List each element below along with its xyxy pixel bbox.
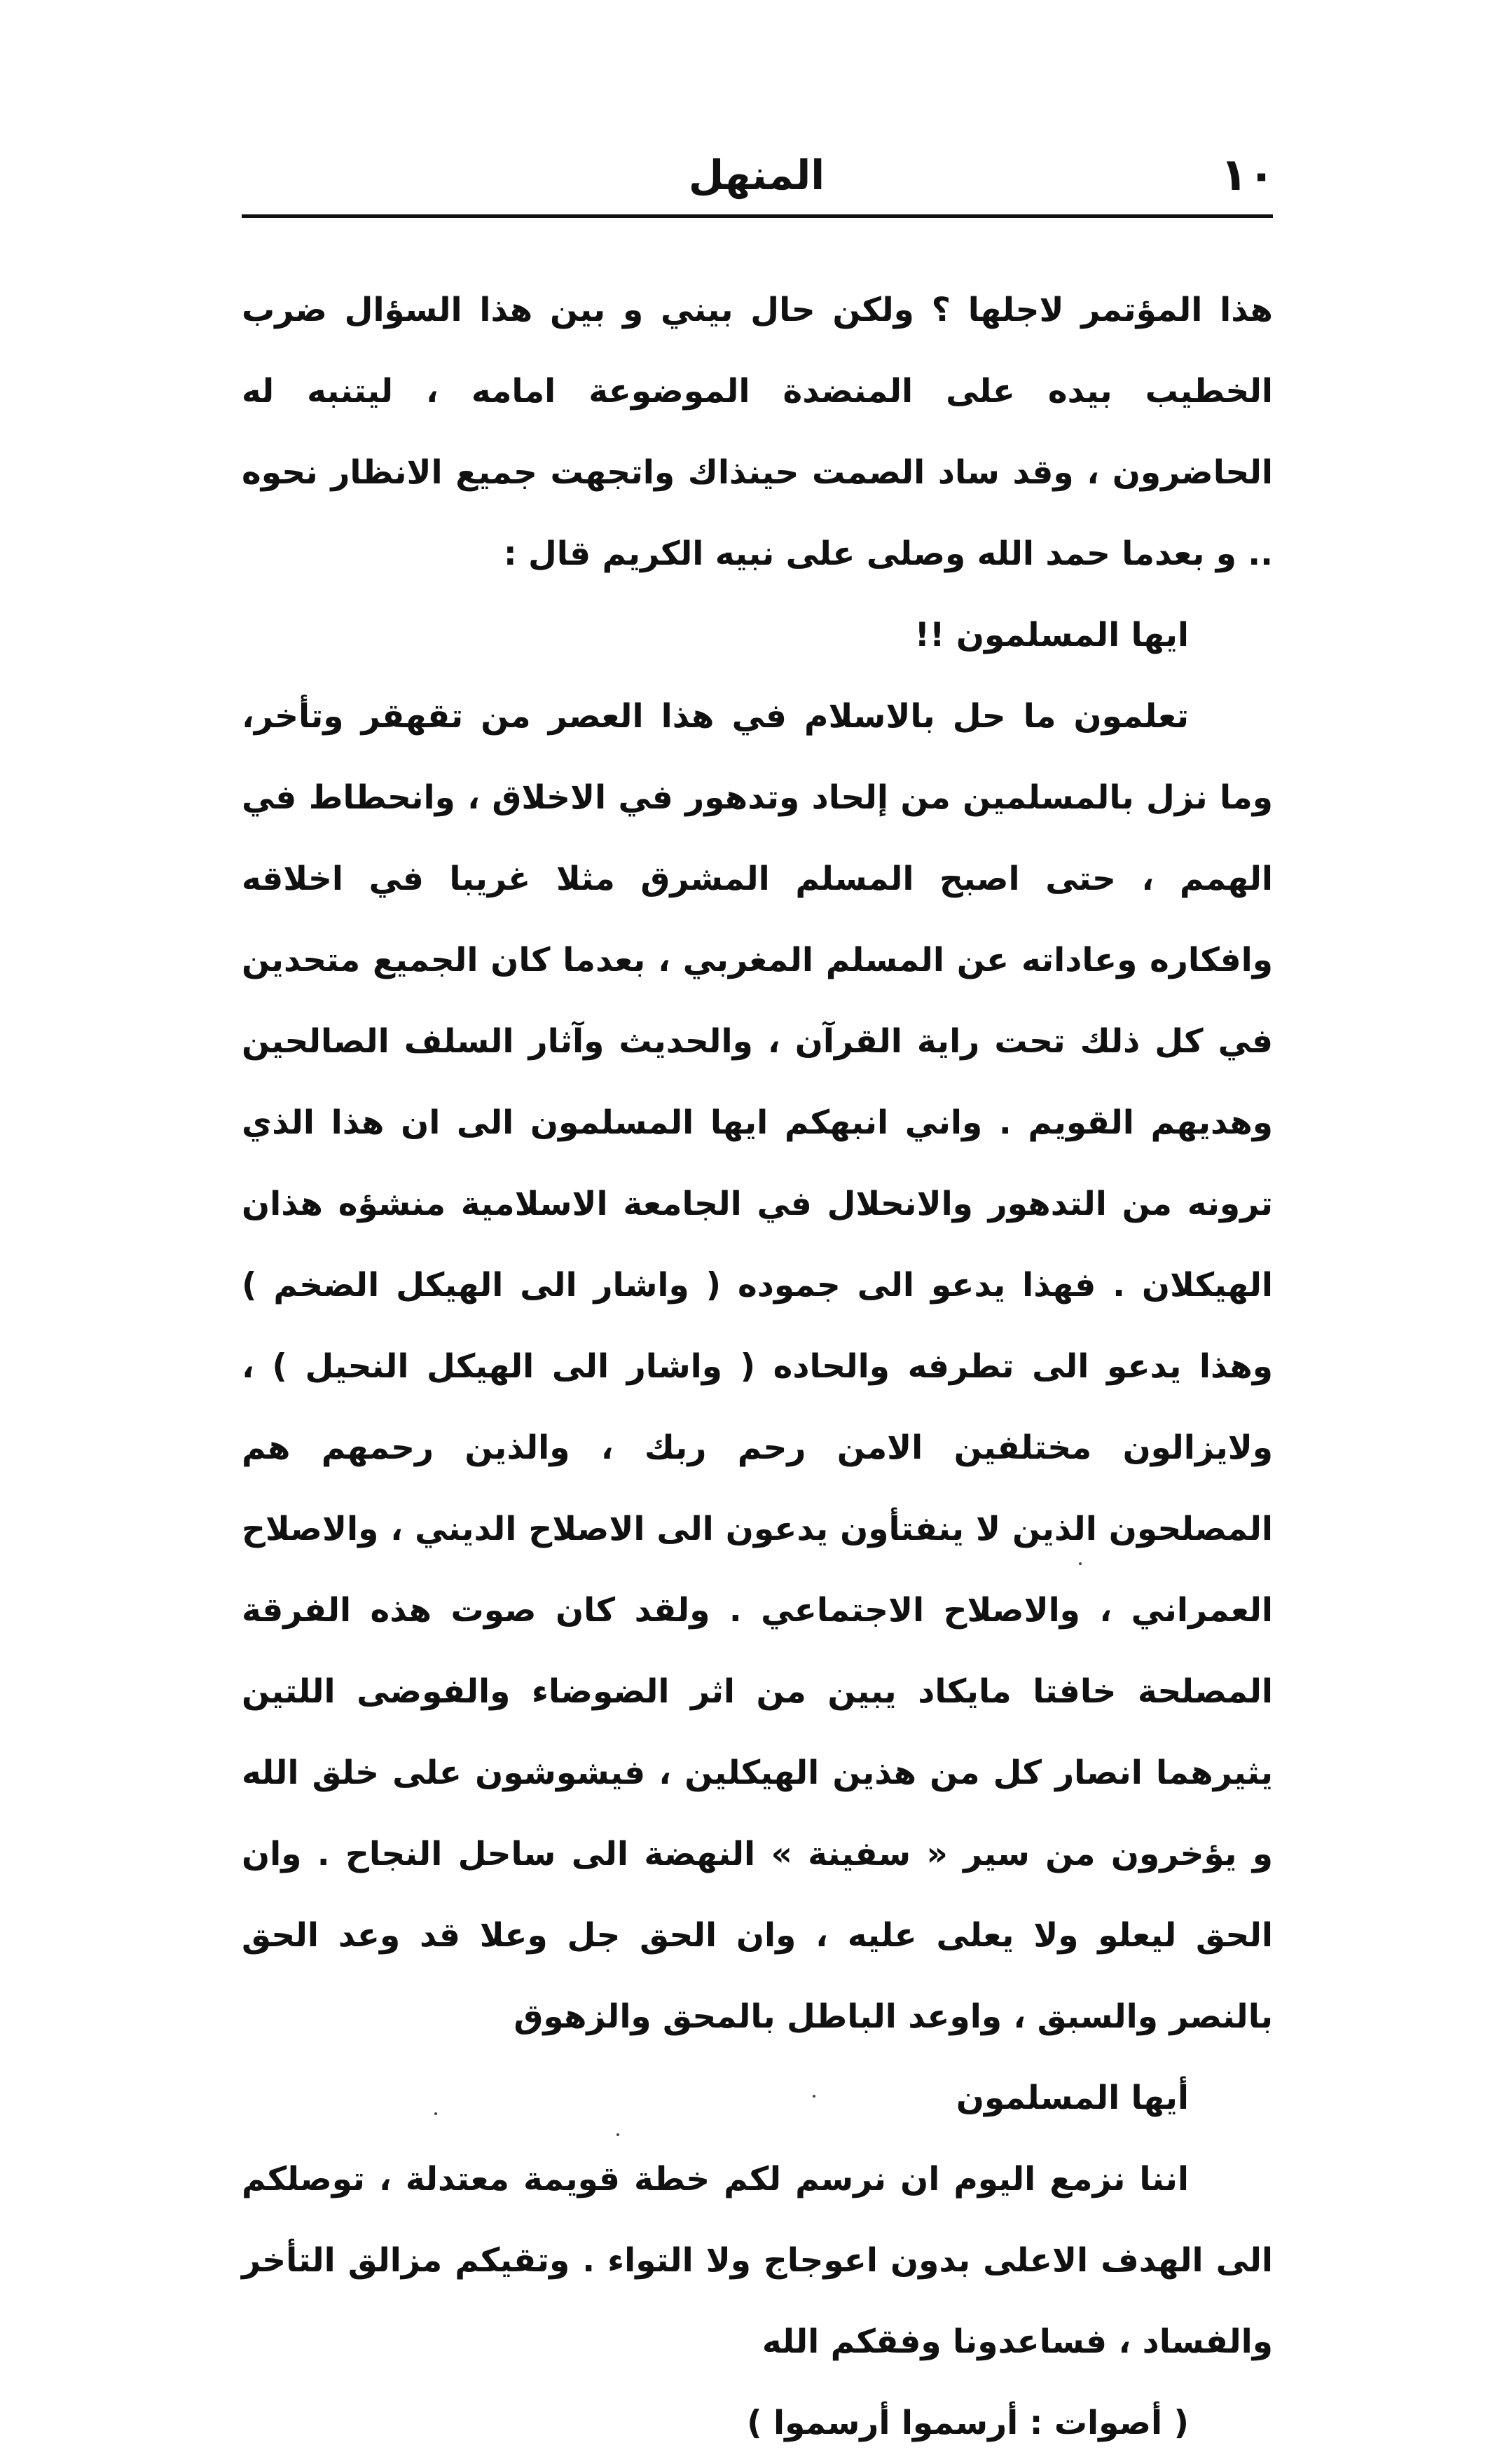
scan-speck xyxy=(434,2112,437,2115)
address-heading-2: أيها المسلمون xyxy=(956,2079,1189,2117)
article-body xyxy=(242,270,1273,2464)
paragraph-2: تعلمون ما حل بالاسلام في هذا العصر من تقهقر وتأخر، وما نزل بالمسلمين من إلحاد وتدهور في الاخلاق ، وانحطاط في الهمم ، حتى اصبح المسلم المشرق مثلا غريبا في اخلاقه وافكاره وعاداته عن المسلم المغربي ، بعدما كان الجميع متحدين في كل ذلك تحت راية القرآن ، والحديث وآثار السلف الصالحين وهديهم القويم . واني انبهكم ايها المسلمون الى ان هذا الذي ترونه من التدهور والانحلال في الجامعة الاسلامية منشؤه هذان الهيكلان . فهذا يدعو الى جموده ( واشار الى الهيكل الضخم ) وهذا يدعو الى تطرفه والحاده ( واشار الى الهيكل النحيل ) ، ولايزالون مختلفين الامن رحم ربك ، والذين رحمهم هم المصلحون الذين لا ينفتأون يدعون الى الاصلاح الديني ، والاصلاح العمراني ، والاصلاح الاجتماعي . ولقد كان صوت هذه الفرقة المصلحة خافتا مايكاد يبين من اثر الضوضاء والفوضى اللتين يثيرهما انصار كل من هذين الهيكلين ، فيشوشون على خلق الله و يؤخرون من سير « سفينة » النهضة الى ساحل النجاح . وان الحق ليعلو ولا يعلى عليه ، وان الحق جل وعلا قد وعد الحق بالنصر والسبق ، واوعد الباطل بالمحق والزهوق xyxy=(242,697,1273,2036)
scan-speck xyxy=(1079,1562,1082,1565)
header-rule xyxy=(242,214,1273,218)
journal-name: المنهل xyxy=(688,151,825,199)
running-head xyxy=(238,144,1275,207)
audience-voices: ( أصوات : أرسموا أرسموا ) xyxy=(747,2404,1189,2442)
address-heading-1: ايها المسلمون !! xyxy=(914,616,1189,654)
scan-speck xyxy=(813,2095,815,2098)
scan-speck xyxy=(616,2133,619,2136)
paragraph-3: اننا نزمع اليوم ان نرسم لكم خطة قويمة معتدلة ، توصلكم الى الهدف الاعلى بدون اعوجاج ولا التواء . وتقيكم مزالق التأخر والفساد ، فساعدونا وفقكم الله xyxy=(242,2160,1273,2361)
page-number: ١٠ xyxy=(1220,149,1275,201)
paragraph-1: هذا المؤتمر لاجلها ؟ ولكن حال بيني و بين هذا السؤال ضرب الخطيب بيده على المنضدة الموضوعة امامه ، ليتنبه له الحاضرون ، وقد ساد الصمت حينذاك واتجهت جميع الانظار نحوه .. و بعدما حمد الله وصلى على نبيه الكريم قال : xyxy=(242,291,1273,573)
